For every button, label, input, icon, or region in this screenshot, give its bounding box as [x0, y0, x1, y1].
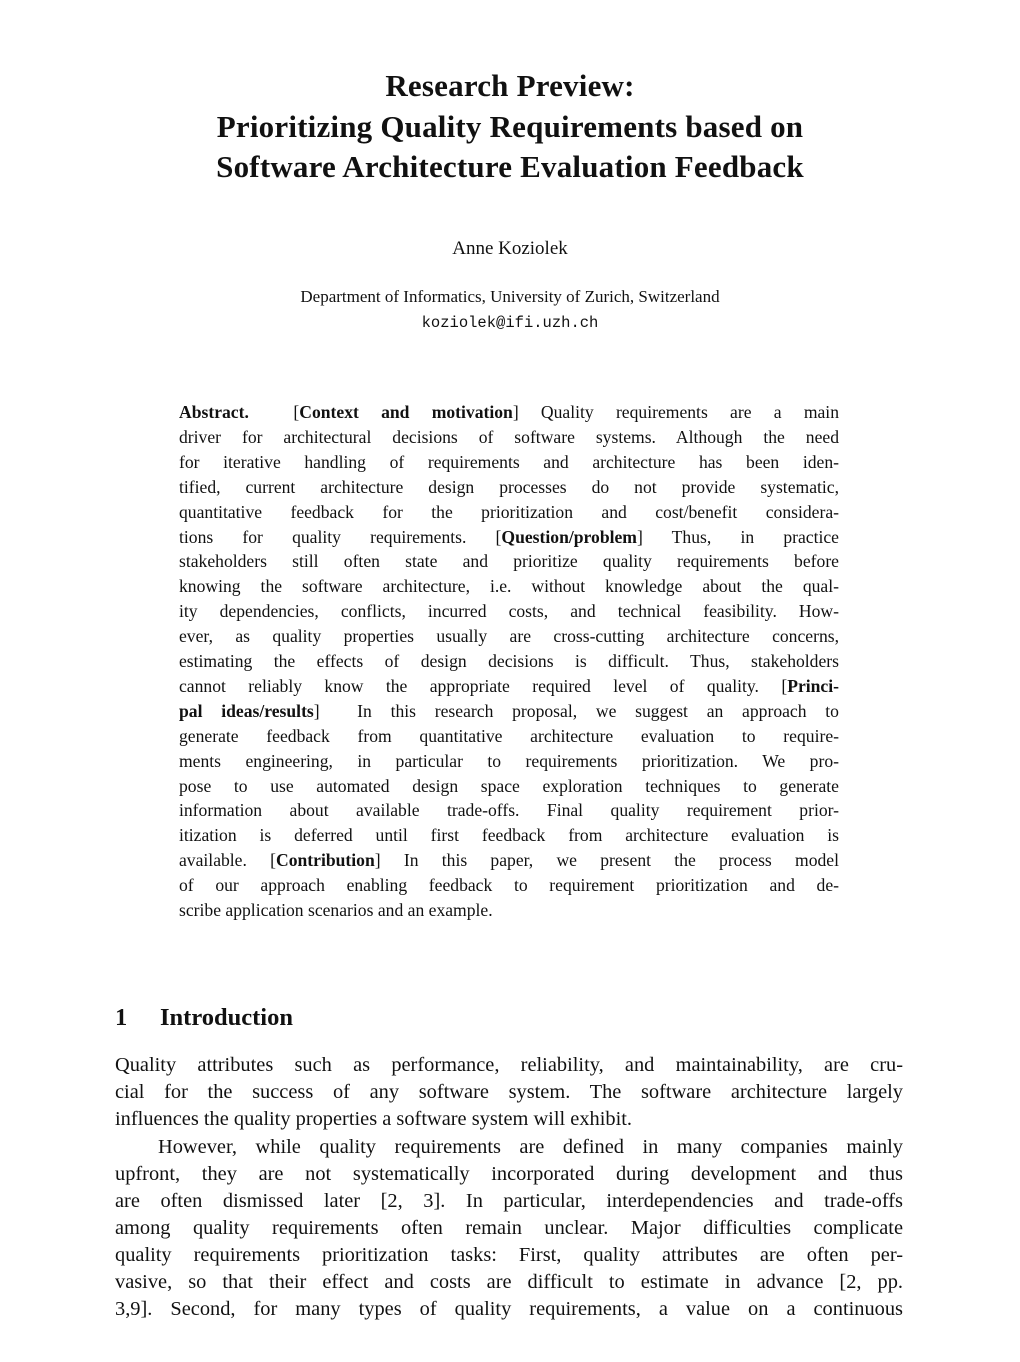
- body-line: However, while quality requirements are defined in many companies mainly: [158, 1136, 903, 1158]
- abstract-text: ] Quality requirements are a main: [512, 402, 839, 422]
- abstract-text: stakeholders still often state and prioritize quality requirements before: [179, 551, 839, 572]
- abstract-bold-label: Contribution: [276, 850, 375, 871]
- body-line: upfront, they are not systematically incorporated during development and thus: [115, 1163, 903, 1185]
- body-line: cial for the success of any software system. The software architecture largely: [115, 1081, 903, 1103]
- body-line: quality requirements prioritization tasks: First, quality attributes are often per-: [115, 1244, 903, 1266]
- abstract-line: [179, 649, 839, 673]
- abstract-bold-label: Abstract.: [179, 402, 249, 422]
- abstract-line: [179, 798, 839, 822]
- abstract-text: ments engineering, in particular to requirements prioritization. We pro-: [179, 750, 839, 771]
- abstract-text: pose to use automated design space exploration techniques to generate: [179, 775, 839, 796]
- author-name: Anne Koziolek: [452, 238, 568, 259]
- abstract-line: [179, 525, 839, 549]
- abstract-text: itization is deferred until first feedback from architecture evaluation is: [179, 825, 839, 846]
- body-line: among quality requirements often remain unclear. Major difficulties complicate: [115, 1217, 903, 1239]
- abstract-bold-label: pal ideas/results: [179, 700, 314, 721]
- abstract-bold-label: Question/problem: [501, 526, 637, 547]
- abstract-text: tions for quality requirements. [: [179, 526, 502, 547]
- abstract-text: knowing the software architecture, i.e. without knowledge about the qual-: [179, 576, 839, 597]
- abstract-text: ] Thus, in practice: [636, 526, 839, 547]
- abstract-line: [179, 823, 839, 847]
- abstract-text: information about available trade-offs. Final quality requirement prior-: [179, 800, 839, 821]
- abstract-text: ity dependencies, conflicts, incurred costs, and technical feasibility. How-: [179, 601, 839, 622]
- section-title: Introduction: [160, 1004, 293, 1031]
- abstract-text: scribe application scenarios and an example.: [179, 900, 493, 920]
- abstract-line: [179, 500, 839, 524]
- author-email: koziolek@ifi.uzh.ch: [421, 314, 599, 332]
- abstract-line: [179, 674, 839, 698]
- abstract-text: driver for architectural decisions of software systems. Although the need: [179, 426, 839, 447]
- title-line-1: Research Preview:: [385, 68, 635, 103]
- abstract-line: [179, 699, 839, 723]
- abstract-text: ] In this paper, we present the process model: [374, 850, 839, 871]
- abstract-line: [179, 574, 839, 598]
- abstract-text: for iterative handling of requirements and architecture has been iden-: [179, 451, 839, 472]
- abstract-line: [179, 599, 839, 623]
- section-number: 1: [115, 1004, 128, 1031]
- abstract-text: available. [: [179, 850, 276, 871]
- abstract-text: [: [248, 402, 300, 422]
- abstract-text: quantitative feedback for the prioritization and cost/benefit considera-: [179, 501, 839, 522]
- abstract-line: [179, 450, 839, 474]
- abstract-text: ] In this research proposal, we suggest an approach to: [313, 700, 839, 721]
- abstract-text: estimating the effects of design decisions is difficult. Thus, stakeholders: [179, 651, 839, 671]
- title-line-2: Prioritizing Quality Requirements based on: [216, 109, 804, 144]
- abstract-bold-label: Princi-: [787, 675, 839, 696]
- body-line: influences the quality properties a software system will exhibit.: [115, 1108, 632, 1130]
- body-line: vasive, so that their effect and costs are difficult to estimate in advance [2, pp.: [115, 1271, 903, 1293]
- abstract-line: [179, 549, 839, 573]
- abstract-text: tified, current architecture design processes do not provide systematic,: [179, 476, 839, 497]
- section-heading-introduction: [115, 1002, 293, 1034]
- abstract-text: of our approach enabling feedback to requirement prioritization and de-: [179, 875, 839, 896]
- abstract-line: [179, 848, 839, 872]
- abstract-line: [179, 400, 839, 424]
- abstract-text: cannot reliably know the appropriate required level of quality. [: [179, 675, 788, 696]
- body-line: 3,9]. Second, for many types of quality requirements, a value on a continuous: [115, 1298, 903, 1320]
- abstract-line: [179, 749, 839, 773]
- abstract-line: [179, 475, 839, 499]
- abstract-bold-label: Context and motivation: [299, 402, 513, 422]
- title-line-3: Software Architecture Evaluation Feedback: [216, 149, 804, 184]
- abstract-line: [179, 898, 839, 922]
- abstract-line: [179, 724, 839, 748]
- abstract-line: [179, 873, 839, 897]
- abstract-text: generate feedback from quantitative architecture evaluation to require-: [179, 725, 839, 746]
- body-line: Quality attributes such as performance, reliability, and maintainability, are cru-: [115, 1054, 903, 1076]
- abstract-text: ever, as quality properties usually are cross-cutting architecture concerns,: [179, 626, 839, 647]
- abstract-line: [179, 624, 839, 648]
- abstract-line: [179, 774, 839, 798]
- abstract-line: [179, 425, 839, 449]
- body-line: are often dismissed later [2, 3]. In particular, interdependencies and trade-offs: [115, 1190, 903, 1212]
- author-affiliation: Department of Informatics, University of Zurich, Switzerland: [300, 287, 720, 306]
